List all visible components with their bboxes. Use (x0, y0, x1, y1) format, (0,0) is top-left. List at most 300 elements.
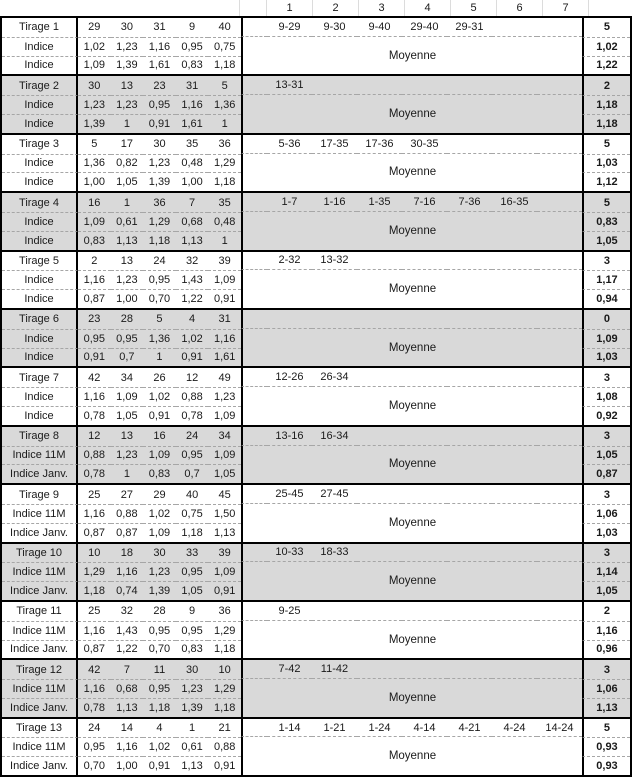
tirage-label-cell[interactable]: Tirage 10 (2, 544, 78, 563)
indice-value-cell[interactable]: 1,16 (111, 562, 144, 581)
indice-value-cell[interactable]: 1,09 (143, 446, 176, 465)
indice-value-cell[interactable]: 1,16 (208, 329, 241, 348)
indice-value-cell[interactable]: 1,05 (111, 172, 144, 191)
column-header-2[interactable]: 2 (312, 0, 358, 16)
pair-cell[interactable] (537, 135, 582, 154)
pair-count-cell[interactable]: 3 (582, 660, 630, 679)
indice-value-cell[interactable]: 0,88 (176, 387, 209, 406)
pair-cell[interactable] (402, 368, 447, 387)
indice-value-cell[interactable]: 1,02 (143, 387, 176, 406)
indice-value-cell[interactable]: 0,87 (78, 289, 111, 308)
indice-value-cell[interactable]: 0,95 (143, 95, 176, 114)
pair-cell[interactable]: 25-45 (267, 485, 312, 504)
indice-value-cell[interactable]: 1,39 (78, 114, 111, 133)
indice-value-cell[interactable]: 0,91 (208, 289, 241, 308)
pair-cell[interactable] (267, 310, 312, 329)
indice-value-cell[interactable]: 1,18 (78, 581, 111, 600)
tirage-label-cell[interactable]: Tirage 4 (2, 193, 78, 212)
indice-value-cell[interactable]: 1,22 (176, 289, 209, 308)
moyenne-value-cell[interactable]: 1,05 (582, 581, 630, 600)
drawn-number-cell[interactable]: 25 (88, 605, 101, 618)
indice-value-cell[interactable]: 1,09 (143, 523, 176, 542)
indice-value-cell[interactable]: 1,05 (111, 406, 144, 425)
pair-cell[interactable]: 1-35 (357, 193, 402, 212)
moyenne-value-cell[interactable]: 1,14 (582, 562, 630, 581)
drawn-number-cell[interactable]: 30 (153, 546, 166, 559)
moyenne-value-cell[interactable]: 1,08 (582, 387, 630, 406)
indice-value-cell[interactable]: 1,18 (176, 523, 209, 542)
moyenne-value-cell[interactable]: 0,87 (582, 464, 630, 483)
pair-cell[interactable] (447, 485, 492, 504)
drawn-number-cell[interactable]: 45 (218, 488, 231, 501)
pair-cell[interactable] (357, 310, 402, 329)
indice-value-cell[interactable]: 0,95 (176, 562, 209, 581)
indice-label-cell[interactable]: Indice (2, 56, 78, 75)
moyenne-cell[interactable]: Moyenne (241, 446, 582, 484)
drawn-number-cell[interactable]: 26 (153, 371, 166, 384)
moyenne-value-cell[interactable]: 1,03 (582, 154, 630, 173)
indice-value-cell[interactable]: 0,95 (176, 37, 209, 56)
pair-cell[interactable] (492, 18, 537, 37)
indice-value-cell[interactable]: 0,95 (143, 270, 176, 289)
pair-cell[interactable]: 1-14 (267, 719, 312, 738)
indice-label-cell[interactable]: Indice Janv. (2, 756, 78, 775)
tirage-label-cell[interactable]: Tirage 2 (2, 76, 78, 95)
tirage-label-cell[interactable]: Tirage 13 (2, 719, 78, 738)
indice-label-cell[interactable]: Indice (2, 406, 78, 425)
moyenne-value-cell[interactable]: 0,93 (582, 756, 630, 775)
pair-cell[interactable] (447, 368, 492, 387)
indice-value-cell[interactable]: 0,95 (176, 621, 209, 640)
pair-cell[interactable] (537, 18, 582, 37)
indice-value-cell[interactable]: 1,16 (111, 737, 144, 756)
pair-cell[interactable] (492, 485, 537, 504)
pair-cell[interactable]: 13-16 (267, 427, 312, 446)
indice-label-cell[interactable]: Indice Janv. (2, 640, 78, 659)
tirage-label-cell[interactable]: Tirage 9 (2, 485, 78, 504)
drawn-number-cell[interactable]: 23 (88, 313, 101, 326)
pair-cell[interactable] (402, 660, 447, 679)
indice-value-cell[interactable]: 0,83 (176, 640, 209, 659)
pair-cell[interactable]: 12-26 (267, 368, 312, 387)
indice-value-cell[interactable]: 1,23 (78, 95, 111, 114)
indice-value-cell[interactable]: 1,05 (176, 581, 209, 600)
pair-cell[interactable] (357, 544, 402, 563)
tirage-label-cell[interactable]: Tirage 7 (2, 368, 78, 387)
indice-label-cell[interactable]: Indice Janv. (2, 581, 78, 600)
indice-value-cell[interactable]: 0,95 (78, 329, 111, 348)
indice-value-cell[interactable]: 1,43 (176, 270, 209, 289)
drawn-number-cell[interactable]: 12 (88, 430, 101, 443)
pair-cell[interactable] (447, 660, 492, 679)
indice-value-cell[interactable]: 1,16 (78, 504, 111, 523)
indice-label-cell[interactable]: Indice (2, 95, 78, 114)
column-header-3[interactable]: 3 (358, 0, 404, 16)
drawn-number-cell[interactable]: 31 (153, 21, 166, 34)
drawn-number-cell[interactable]: 24 (185, 430, 199, 443)
indice-value-cell[interactable]: 0,78 (78, 406, 111, 425)
indice-value-cell[interactable]: 0,70 (143, 289, 176, 308)
moyenne-cell[interactable]: Moyenne (241, 212, 582, 250)
indice-value-cell[interactable]: 0,95 (176, 446, 209, 465)
moyenne-value-cell[interactable]: 1,03 (582, 523, 630, 542)
indice-value-cell[interactable]: 1 (208, 231, 241, 250)
moyenne-cell[interactable]: Moyenne (241, 154, 582, 192)
indice-value-cell[interactable]: 1 (143, 348, 176, 367)
tirage-label-cell[interactable]: Tirage 6 (2, 310, 78, 329)
drawn-number-cell[interactable]: 4 (189, 313, 196, 326)
pair-cell[interactable] (492, 427, 537, 446)
drawn-number-cell[interactable]: 36 (218, 138, 231, 151)
indice-value-cell[interactable]: 0,87 (78, 523, 111, 542)
pair-cell[interactable]: 16-35 (492, 193, 537, 212)
drawn-number-cell[interactable]: 10 (88, 546, 101, 559)
pair-cell[interactable] (402, 485, 447, 504)
moyenne-value-cell[interactable]: 1,22 (582, 56, 630, 75)
indice-value-cell[interactable]: 1,29 (208, 621, 241, 640)
moyenne-value-cell[interactable]: 1,03 (582, 348, 630, 367)
indice-value-cell[interactable]: 0,91 (208, 581, 241, 600)
indice-value-cell[interactable]: 1,16 (78, 270, 111, 289)
pair-cell[interactable]: 7-42 (267, 660, 312, 679)
pair-cell[interactable] (537, 602, 582, 621)
drawn-number-cell[interactable]: 7 (189, 196, 196, 209)
indice-value-cell[interactable]: 0,74 (111, 581, 144, 600)
indice-label-cell[interactable]: Indice (2, 114, 78, 133)
pair-cell[interactable] (537, 544, 582, 563)
drawn-number-cell[interactable]: 21 (218, 722, 231, 735)
tirage-label-cell[interactable]: Tirage 3 (2, 135, 78, 154)
pair-cell[interactable] (492, 76, 537, 95)
moyenne-cell[interactable]: Moyenne (241, 37, 582, 75)
pair-cell[interactable] (492, 310, 537, 329)
pair-cell[interactable] (492, 368, 537, 387)
drawn-number-cell[interactable]: 27 (120, 488, 134, 501)
drawn-number-cell[interactable]: 35 (185, 138, 199, 151)
drawn-number-cell[interactable]: 9 (189, 21, 196, 34)
indice-value-cell[interactable]: 1,23 (111, 270, 144, 289)
moyenne-value-cell[interactable]: 1,02 (582, 37, 630, 56)
indice-value-cell[interactable]: 1,23 (143, 562, 176, 581)
drawn-number-cell[interactable]: 30 (153, 138, 166, 151)
drawn-number-cell[interactable]: 40 (218, 21, 231, 34)
indice-value-cell[interactable]: 1,00 (111, 289, 144, 308)
pair-cell[interactable]: 7-16 (402, 193, 447, 212)
pair-cell[interactable] (357, 485, 402, 504)
indice-value-cell[interactable]: 0,91 (143, 114, 176, 133)
pair-cell[interactable] (357, 427, 402, 446)
pair-cell[interactable]: 4-14 (402, 719, 447, 738)
moyenne-value-cell[interactable]: 0,94 (582, 289, 630, 308)
drawn-number-cell[interactable]: 25 (88, 488, 101, 501)
indice-value-cell[interactable]: 0,61 (176, 737, 209, 756)
indice-value-cell[interactable]: 1,50 (208, 504, 241, 523)
indice-value-cell[interactable]: 1,13 (111, 698, 144, 717)
drawn-number-cell[interactable]: 39 (218, 254, 231, 267)
drawn-number-cell[interactable]: 18 (120, 546, 134, 559)
tirage-label-cell[interactable]: Tirage 5 (2, 252, 78, 271)
indice-value-cell[interactable]: 0,95 (143, 621, 176, 640)
indice-value-cell[interactable]: 1,00 (111, 756, 144, 775)
indice-value-cell[interactable]: 0,88 (208, 737, 241, 756)
pair-cell[interactable] (537, 193, 582, 212)
indice-value-cell[interactable]: 0,91 (143, 756, 176, 775)
drawn-number-cell[interactable]: 11 (153, 663, 166, 676)
pair-cell[interactable] (492, 660, 537, 679)
pair-cell[interactable]: 10-33 (267, 544, 312, 563)
pair-cell[interactable]: 18-33 (312, 544, 357, 563)
drawn-number-cell[interactable]: 23 (153, 79, 166, 92)
moyenne-value-cell[interactable]: 1,09 (582, 329, 630, 348)
indice-value-cell[interactable]: 1,00 (176, 172, 209, 191)
indice-label-cell[interactable]: Indice (2, 231, 78, 250)
pair-count-cell[interactable]: 3 (582, 368, 630, 387)
pair-count-cell[interactable]: 3 (582, 485, 630, 504)
pair-cell[interactable] (447, 76, 492, 95)
indice-value-cell[interactable]: 1,09 (208, 562, 241, 581)
pair-cell[interactable] (402, 252, 447, 271)
pair-cell[interactable] (447, 602, 492, 621)
pair-cell[interactable] (402, 427, 447, 446)
indice-value-cell[interactable]: 1,09 (208, 406, 241, 425)
moyenne-cell[interactable]: Moyenne (241, 387, 582, 425)
drawn-number-cell[interactable]: 9 (189, 605, 196, 618)
column-header-4[interactable]: 4 (404, 0, 450, 16)
moyenne-value-cell[interactable]: 0,93 (582, 737, 630, 756)
indice-value-cell[interactable]: 1,05 (208, 464, 241, 483)
pair-cell[interactable] (537, 660, 582, 679)
column-header-5[interactable]: 5 (450, 0, 496, 16)
indice-value-cell[interactable]: 0,68 (176, 212, 209, 231)
moyenne-value-cell[interactable]: 1,06 (582, 679, 630, 698)
pair-count-cell[interactable]: 2 (582, 76, 630, 95)
pair-cell[interactable]: 1-16 (312, 193, 357, 212)
pair-count-cell[interactable]: 3 (582, 252, 630, 271)
indice-value-cell[interactable]: 1,09 (111, 387, 144, 406)
pair-cell[interactable]: 9-40 (357, 18, 402, 37)
pair-cell[interactable] (357, 660, 402, 679)
indice-value-cell[interactable]: 0,78 (78, 698, 111, 717)
pair-cell[interactable]: 1-7 (267, 193, 312, 212)
indice-label-cell[interactable]: Indice (2, 37, 78, 56)
pair-cell[interactable]: 27-45 (312, 485, 357, 504)
indice-value-cell[interactable]: 1,29 (78, 562, 111, 581)
indice-value-cell[interactable]: 1,61 (208, 348, 241, 367)
indice-value-cell[interactable]: 0,91 (208, 756, 241, 775)
pair-count-cell[interactable]: 5 (582, 193, 630, 212)
indice-value-cell[interactable]: 0,91 (143, 406, 176, 425)
indice-value-cell[interactable]: 1,02 (176, 329, 209, 348)
indice-label-cell[interactable]: Indice (2, 270, 78, 289)
indice-value-cell[interactable]: 0,83 (176, 56, 209, 75)
indice-value-cell[interactable]: 0,91 (78, 348, 111, 367)
moyenne-value-cell[interactable]: 1,05 (582, 446, 630, 465)
indice-value-cell[interactable]: 1,18 (143, 698, 176, 717)
indice-value-cell[interactable]: 0,87 (78, 640, 111, 659)
pair-cell[interactable]: 9-29 (267, 18, 312, 37)
pair-cell[interactable] (447, 544, 492, 563)
pair-cell[interactable]: 9-30 (312, 18, 357, 37)
moyenne-value-cell[interactable]: 1,13 (582, 698, 630, 717)
indice-label-cell[interactable]: Indice (2, 329, 78, 348)
pair-cell[interactable] (492, 135, 537, 154)
indice-value-cell[interactable]: 1,13 (176, 231, 209, 250)
indice-label-cell[interactable]: Indice 11M (2, 679, 78, 698)
indice-value-cell[interactable]: 1,18 (208, 698, 241, 717)
indice-value-cell[interactable]: 1,36 (78, 154, 111, 173)
pair-cell[interactable] (447, 310, 492, 329)
indice-value-cell[interactable]: 0,61 (111, 212, 144, 231)
moyenne-cell[interactable]: Moyenne (241, 329, 582, 367)
indice-value-cell[interactable]: 1,29 (208, 154, 241, 173)
moyenne-cell[interactable]: Moyenne (241, 621, 582, 659)
indice-value-cell[interactable]: 1 (111, 114, 144, 133)
moyenne-cell[interactable]: Moyenne (241, 270, 582, 308)
pair-cell[interactable] (312, 310, 357, 329)
indice-label-cell[interactable]: Indice (2, 289, 78, 308)
pair-cell[interactable] (447, 135, 492, 154)
indice-label-cell[interactable]: Indice (2, 348, 78, 367)
indice-label-cell[interactable]: Indice 11M (2, 621, 78, 640)
pair-count-cell[interactable]: 5 (582, 719, 630, 738)
indice-value-cell[interactable]: 0,95 (111, 329, 144, 348)
drawn-number-cell[interactable]: 16 (153, 430, 166, 443)
indice-value-cell[interactable]: 1,36 (208, 95, 241, 114)
drawn-number-cell[interactable]: 35 (218, 196, 231, 209)
pair-cell[interactable]: 11-42 (312, 660, 357, 679)
pair-cell[interactable] (402, 76, 447, 95)
pair-cell[interactable] (312, 602, 357, 621)
moyenne-value-cell[interactable]: 1,18 (582, 95, 630, 114)
pair-cell[interactable]: 4-24 (492, 719, 537, 738)
indice-label-cell[interactable]: Indice (2, 172, 78, 191)
column-header-1[interactable]: 1 (266, 0, 312, 16)
drawn-number-cell[interactable]: 34 (120, 371, 134, 384)
moyenne-value-cell[interactable]: 0,92 (582, 406, 630, 425)
indice-label-cell[interactable]: Indice Janv. (2, 523, 78, 542)
drawn-number-cell[interactable]: 24 (153, 254, 166, 267)
indice-label-cell[interactable]: Indice 11M (2, 737, 78, 756)
drawn-number-cell[interactable]: 31 (185, 79, 199, 92)
drawn-number-cell[interactable]: 4 (156, 722, 163, 735)
drawn-number-cell[interactable]: 36 (153, 196, 166, 209)
indice-value-cell[interactable]: 1,16 (78, 387, 111, 406)
drawn-number-cell[interactable]: 42 (88, 663, 101, 676)
moyenne-value-cell[interactable]: 1,17 (582, 270, 630, 289)
drawn-number-cell[interactable]: 36 (218, 605, 231, 618)
tirage-label-cell[interactable]: Tirage 1 (2, 18, 78, 37)
indice-value-cell[interactable]: 1,16 (78, 621, 111, 640)
drawn-number-cell[interactable]: 24 (88, 722, 101, 735)
pair-count-cell[interactable]: 3 (582, 427, 630, 446)
drawn-number-cell[interactable]: 28 (120, 313, 134, 326)
drawn-number-cell[interactable]: 13 (120, 79, 134, 92)
pair-cell[interactable]: 29-40 (402, 18, 447, 37)
indice-label-cell[interactable]: Indice 11M (2, 562, 78, 581)
pair-cell[interactable]: 4-21 (447, 719, 492, 738)
moyenne-value-cell[interactable]: 1,12 (582, 172, 630, 191)
drawn-number-cell[interactable]: 1 (189, 722, 196, 735)
indice-value-cell[interactable]: 1,23 (111, 446, 144, 465)
indice-value-cell[interactable]: 0,88 (78, 446, 111, 465)
drawn-number-cell[interactable]: 30 (120, 21, 134, 34)
pair-cell[interactable]: 13-31 (267, 76, 312, 95)
moyenne-value-cell[interactable]: 1,05 (582, 231, 630, 250)
tirage-label-cell[interactable]: Tirage 12 (2, 660, 78, 679)
tirage-label-cell[interactable]: Tirage 8 (2, 427, 78, 446)
column-header-6[interactable]: 6 (496, 0, 542, 16)
drawn-number-cell[interactable]: 34 (218, 430, 231, 443)
drawn-number-cell[interactable]: 5 (221, 79, 228, 92)
pair-count-cell[interactable]: 2 (582, 602, 630, 621)
indice-value-cell[interactable]: 1,00 (78, 172, 111, 191)
indice-label-cell[interactable]: Indice Janv. (2, 464, 78, 483)
pair-cell[interactable] (492, 252, 537, 271)
indice-value-cell[interactable]: 1,16 (78, 679, 111, 698)
indice-value-cell[interactable]: 0,75 (176, 504, 209, 523)
indice-value-cell[interactable]: 1,22 (111, 640, 144, 659)
indice-value-cell[interactable]: 1,39 (143, 172, 176, 191)
indice-value-cell[interactable]: 1 (111, 464, 144, 483)
drawn-number-cell[interactable]: 30 (88, 79, 101, 92)
indice-label-cell[interactable]: Indice 11M (2, 504, 78, 523)
indice-label-cell[interactable]: Indice (2, 212, 78, 231)
drawn-number-cell[interactable]: 13 (120, 254, 134, 267)
pair-cell[interactable] (492, 602, 537, 621)
pair-cell[interactable]: 29-31 (447, 18, 492, 37)
pair-cell[interactable] (402, 602, 447, 621)
indice-value-cell[interactable]: 1,09 (78, 56, 111, 75)
drawn-number-cell[interactable]: 32 (120, 605, 134, 618)
pair-cell[interactable]: 16-34 (312, 427, 357, 446)
indice-value-cell[interactable]: 1,18 (208, 640, 241, 659)
pair-cell[interactable] (357, 76, 402, 95)
pair-cell[interactable]: 26-34 (312, 368, 357, 387)
pair-cell[interactable]: 5-36 (267, 135, 312, 154)
indice-value-cell[interactable]: 1,02 (143, 504, 176, 523)
indice-value-cell[interactable]: 1,23 (143, 154, 176, 173)
indice-value-cell[interactable]: 0,78 (78, 464, 111, 483)
indice-value-cell[interactable]: 0,91 (176, 348, 209, 367)
indice-value-cell[interactable]: 1,13 (111, 231, 144, 250)
moyenne-value-cell[interactable]: 1,18 (582, 114, 630, 133)
pair-cell[interactable]: 1-24 (357, 719, 402, 738)
indice-value-cell[interactable]: 0,87 (111, 523, 144, 542)
drawn-number-cell[interactable]: 32 (185, 254, 199, 267)
indice-label-cell[interactable]: Indice Janv. (2, 698, 78, 717)
pair-cell[interactable] (537, 310, 582, 329)
column-header-7[interactable]: 7 (542, 0, 588, 16)
indice-value-cell[interactable]: 1,29 (208, 679, 241, 698)
indice-value-cell[interactable]: 0,88 (111, 504, 144, 523)
drawn-number-cell[interactable]: 29 (88, 21, 101, 34)
indice-value-cell[interactable]: 1,36 (143, 329, 176, 348)
drawn-number-cell[interactable]: 40 (185, 488, 199, 501)
pair-cell[interactable]: 13-32 (312, 252, 357, 271)
pair-cell[interactable] (537, 252, 582, 271)
indice-value-cell[interactable]: 1,39 (143, 581, 176, 600)
indice-value-cell[interactable]: 0,78 (176, 406, 209, 425)
indice-value-cell[interactable]: 1,23 (208, 387, 241, 406)
indice-value-cell[interactable]: 0,70 (78, 756, 111, 775)
indice-value-cell[interactable]: 1,13 (208, 523, 241, 542)
indice-value-cell[interactable]: 1,39 (176, 698, 209, 717)
pair-count-cell[interactable]: 3 (582, 544, 630, 563)
drawn-number-cell[interactable]: 31 (218, 313, 231, 326)
pair-cell[interactable] (402, 544, 447, 563)
indice-value-cell[interactable]: 1,09 (78, 212, 111, 231)
indice-value-cell[interactable]: 1,61 (143, 56, 176, 75)
